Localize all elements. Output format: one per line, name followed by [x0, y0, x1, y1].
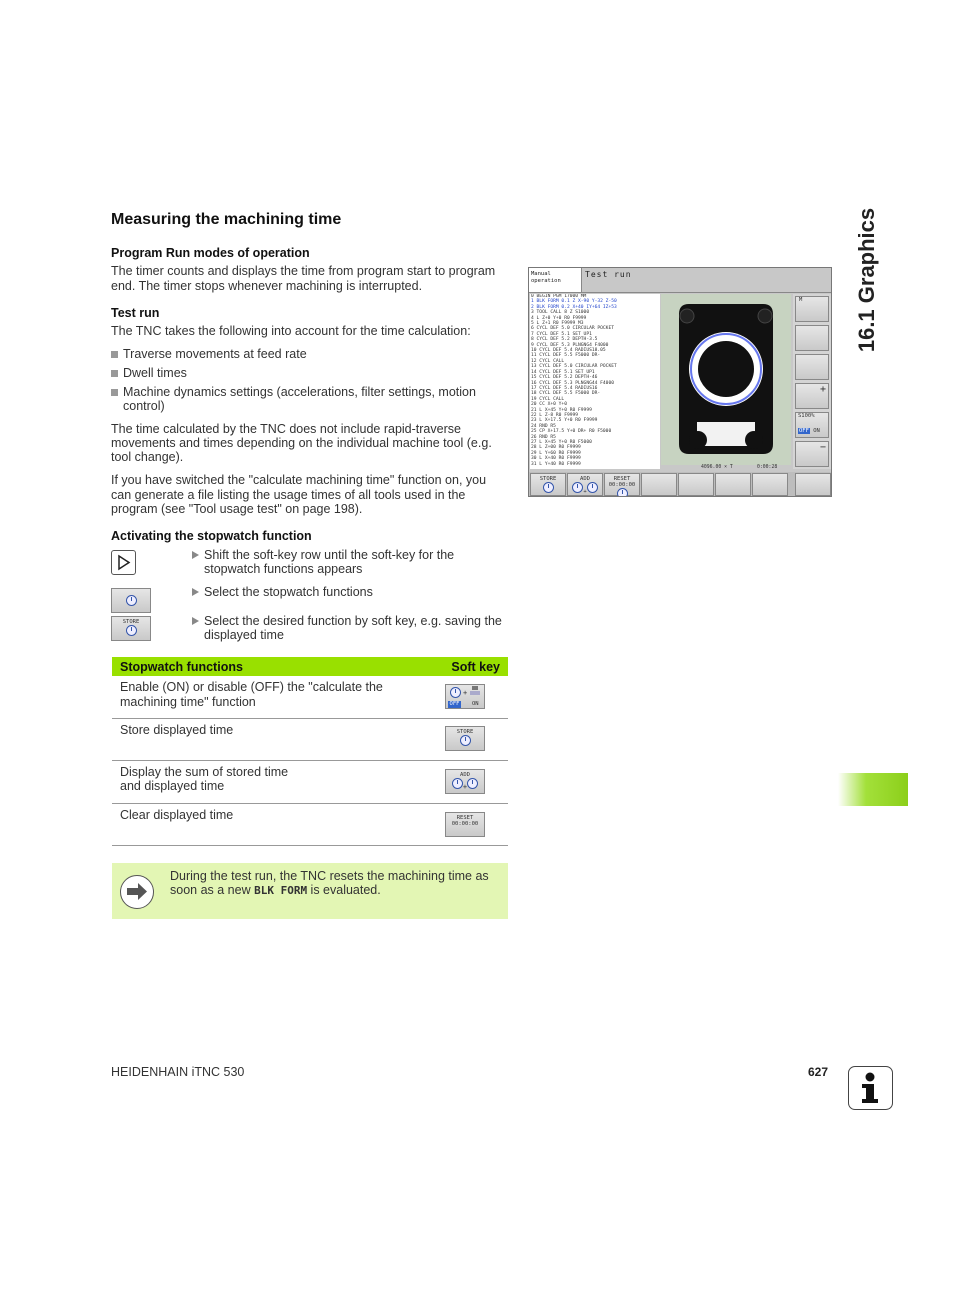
program-line: 24 RND R5 [531, 423, 556, 429]
clock-icon [572, 482, 583, 493]
program-line: 16 CYCL DEF 5.3 PLNGNG44 F4000 [531, 380, 614, 386]
program-line: 8 CYCL DEF 5.2 DEPTH-3.5 [531, 337, 598, 343]
page-number: 627 [808, 1065, 829, 1079]
clock-icon [460, 735, 471, 746]
screen-empty-softkey-3[interactable] [715, 473, 751, 496]
stopwatch-softkey[interactable] [111, 588, 151, 613]
clock-icon [587, 482, 598, 493]
program-line: 5 L Z+1 R0 F9999 M3 [531, 321, 584, 327]
program-line: 17 CYCL DEF 5.4 RADIUS16 [531, 385, 598, 391]
screen-title: Test run [585, 270, 632, 279]
program-line: 28 L Z+00 R0 F9999 [531, 445, 581, 451]
clock-icon [126, 625, 137, 636]
screen-reset-softkey[interactable]: RESET 00:00:00 [604, 473, 640, 496]
bullet-machine-dynamics-cont: control) [123, 399, 165, 413]
store-softkey[interactable]: STORE [111, 616, 151, 641]
screen-store-softkey[interactable]: STORE [530, 473, 566, 496]
info-icon [848, 1066, 893, 1110]
store-time-softkey[interactable]: STORE [445, 726, 485, 751]
graphics-view [661, 294, 791, 465]
tool-icon [470, 686, 480, 697]
program-line: 19 CYCL CALL [531, 396, 565, 402]
play-arrow-icon [112, 551, 135, 574]
clock-icon [126, 595, 137, 606]
program-line: 6 CYCL DEF 5.0 CIRCULAR POCKET [531, 326, 614, 332]
note-line-1: During the test run, the TNC resets the machining time as [170, 869, 489, 883]
bullet-feed-rate: Traverse movements at feed rate [111, 347, 307, 362]
side-softkey-minus[interactable]: − [795, 441, 829, 467]
add-time-softkey[interactable]: ADD + [445, 769, 485, 794]
clock-icon [452, 778, 463, 789]
workpiece-graphic [661, 294, 791, 465]
program-line: 12 CYCL CALL [531, 358, 565, 364]
side-softkey-override[interactable]: S100% OFF ON [795, 412, 829, 438]
calc-time-on-off-softkey[interactable]: + OFF ON [445, 684, 485, 709]
bullet-dwell-times: Dwell times [111, 366, 187, 381]
stopwatch-activate-title: Activating the stopwatch function [111, 529, 312, 543]
clock-icon [450, 687, 461, 698]
program-line: 14 CYCL DEF 5.1 SET UP1 [531, 369, 595, 375]
clock-icon [467, 778, 478, 789]
side-softkey-m[interactable]: M [795, 296, 829, 322]
table-row: Store displayed time [112, 718, 508, 760]
test-run-intro: The TNC takes the following into account for the time calculation: [111, 324, 471, 338]
col-functions-header: Stopwatch functions [112, 657, 412, 676]
table-row: Display the sum of stored time and displayed time [112, 760, 508, 803]
table-row: Clear displayed time [112, 803, 508, 845]
program-line: 20 CC X+0 Y+0 [531, 402, 567, 408]
program-line: 1 BLK FORM 0.1 Z X-90 Y-32 Z-50 [531, 299, 617, 305]
program-line: 13 CYCL DEF 5.0 CIRCULAR POCKET [531, 364, 617, 370]
section-heading: Measuring the machining time [111, 211, 342, 228]
chapter-side-title: 16.1 Graphics [854, 207, 879, 353]
clock-icon [543, 482, 554, 493]
program-line: 0 BEGIN PGM 17000 MM [531, 294, 587, 299]
test-run-para2-2: can generate a file listing the usage times of all tools used in the [111, 488, 466, 502]
chapter-tab-marker [838, 773, 908, 806]
test-run-para2-1: If you have switched the "calculate machining time" function on, you [111, 473, 487, 487]
screen-empty-softkey-4[interactable] [752, 473, 788, 496]
side-softkey-3[interactable] [795, 354, 829, 380]
program-run-title: Program Run modes of operation [111, 246, 310, 260]
test-run-para2-3: program (see "Tool usage test" on page 198). [111, 502, 363, 516]
program-line: 31 L Y+40 R0 F9999 [531, 461, 581, 467]
program-line: 18 CYCL DEF 5.5 F5000 DR- [531, 391, 601, 397]
test-run-para1-2: movements and times depending on the individual machine tool (e.g. [111, 436, 492, 450]
bottom-softkey-row [529, 472, 832, 497]
table-row: Enable (ON) or disable (OFF) the "calculate the machining time" function [112, 676, 508, 718]
next-softkey-row-key[interactable] [111, 550, 136, 575]
program-line: 10 CYCL DEF 5.4 RADIUS18.05 [531, 348, 606, 354]
program-line: 2 BLK FORM 0.2 X+40 IY+64 IZ+53 [531, 304, 617, 310]
screen-mode-box: Manual operation [529, 268, 582, 292]
step-1: Shift the soft-key row until the soft-key for the [192, 548, 454, 563]
program-line: 7 CYCL DEF 5.1 SET UP1 [531, 331, 592, 337]
program-line: 29 L Y+60 R0 F9999 [531, 450, 581, 456]
col-softkey-header: Soft key [412, 657, 508, 676]
program-run-text-1: The timer counts and displays the time from program start to program [111, 264, 496, 278]
program-line: 21 L X+45 Y+0 R0 F9999 [531, 407, 592, 413]
program-line: 23 L X+17.5 Y+0 R0 F9999 [531, 418, 598, 424]
step-3-cont: displayed time [204, 628, 284, 642]
graphics-status-bar: 4096.00 × T 0:00:28 [701, 465, 778, 470]
bullet-machine-dynamics: Machine dynamics settings (accelerations, filter settings, motion [111, 385, 476, 400]
program-line: 27 L X+45 Y+0 R0 F5000 [531, 439, 592, 445]
program-line: 30 L X+40 R0 F9999 [531, 456, 581, 462]
screen-end-softkey[interactable] [795, 473, 831, 496]
screen-empty-softkey-2[interactable] [678, 473, 714, 496]
screen-add-softkey[interactable]: ADD + [567, 473, 603, 496]
vertical-softkeys [793, 294, 831, 469]
test-run-title: Test run [111, 306, 160, 320]
program-line: 11 CYCL DEF 5.5 F5000 DR- [531, 353, 601, 359]
test-run-para1-3: tool change). [111, 450, 184, 464]
program-line: 9 CYCL DEF 5.3 PLNGNG4 F4000 [531, 342, 609, 348]
reset-time-softkey[interactable]: RESET 00:00:00 [445, 812, 485, 837]
program-line: 25 CP X+17.5 Y+0 DR+ R0 F5000 [531, 429, 612, 435]
side-softkey-2[interactable] [795, 325, 829, 351]
program-line: 3 TOOL CALL 8 Z S1000 [531, 310, 590, 316]
note-line-2: soon as a new BLK FORM is evaluated. [170, 883, 381, 897]
program-line: 15 CYCL DEF 5.2 DEPTH-46 [531, 375, 598, 381]
program-listing [530, 294, 660, 469]
screen-empty-softkey-1[interactable] [641, 473, 677, 496]
step-2: Select the stopwatch functions [192, 585, 373, 600]
clock-icon [617, 488, 628, 497]
test-run-para1-1: The time calculated by the TNC does not include rapid-traverse [111, 422, 461, 436]
program-run-text-2: end. The timer stops whenever machining is interrupted. [111, 279, 423, 293]
tnc-screen [528, 267, 832, 497]
note-box [112, 863, 508, 919]
arrow-right-icon [120, 875, 154, 909]
program-line: 4 L Z+0 Y+0 R0 F9999 [531, 315, 587, 321]
step-3: Select the desired function by soft key, e.g. saving the [192, 614, 502, 629]
side-softkey-plus[interactable]: + [795, 383, 829, 409]
footer-manual-title: HEIDENHAIN iTNC 530 [111, 1065, 245, 1079]
program-line: 22 L Z-8 R0 F9999 [531, 412, 579, 418]
step-1-cont: stopwatch functions appears [204, 562, 363, 576]
program-line: 26 RND R5 [531, 434, 556, 440]
